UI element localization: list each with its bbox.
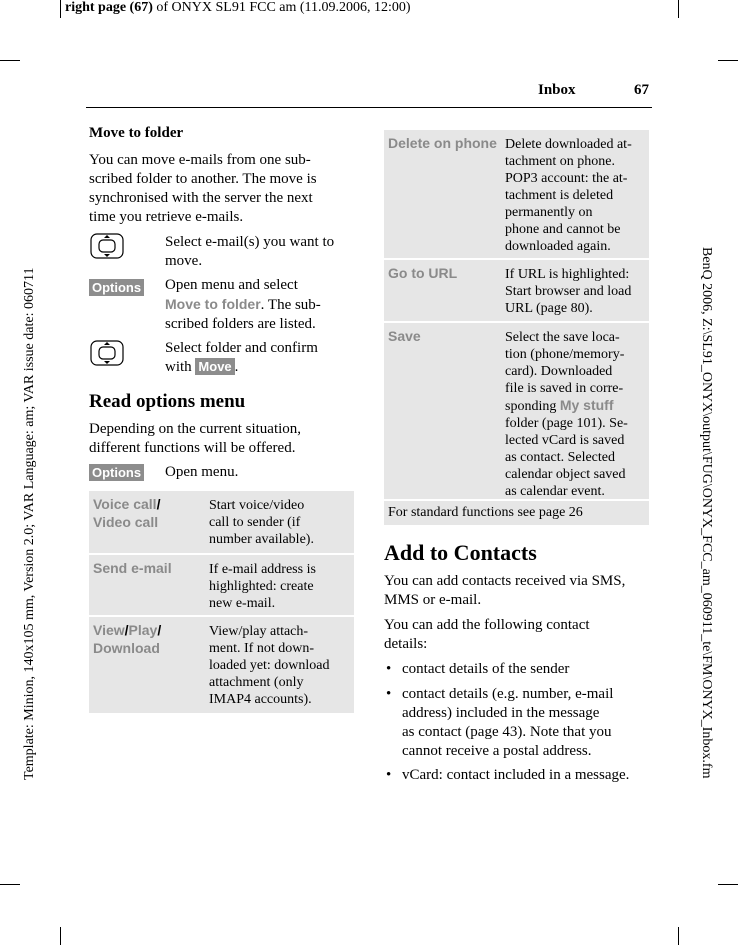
separator: / [157,622,162,638]
text-line: vCard: contact included in a message. [402,767,630,783]
text-line: POP3 account: the at- [505,171,628,186]
table-row [89,491,354,553]
read-options-intro [89,420,301,458]
text-line: . The sub- [260,297,321,313]
page-number: 67 [634,82,649,98]
options-softkey[interactable] [89,279,144,297]
text-line: Delete downloaded at- [505,137,632,152]
text-line: You can add the following contact [384,617,590,633]
options-softkey-label: Options [89,279,144,296]
side-template-info [22,60,36,780]
text-line: loaded yet: download [209,658,330,673]
section-heading-move-to-folder: Move to folder [89,125,184,141]
text-line: URL (page 80). [505,301,593,316]
text-line: different functions will be offered. [89,440,296,456]
step-select-folder [165,339,318,377]
header-rule [86,107,652,108]
bullet-icon: • [386,686,392,702]
crop-mark [678,0,679,18]
text-line: details: [384,636,428,652]
add-contacts-intro [384,572,625,610]
options-softkey-label: Options [89,464,144,481]
standard-functions-text: For standard functions see page 26 [388,505,583,520]
side-template-text: Template: Minion, 140x105 mm, Version 2.0; VAR Language: am; VAR issue date: 060711 [22,267,37,780]
text-line: highlighted: create [209,579,314,594]
text-line: cannot receive a postal address. [402,743,592,759]
crop-mark [60,0,61,18]
list-item [386,766,650,785]
text-line: as calendar event. [505,484,605,499]
print-header [65,0,411,16]
text-line: downloaded again. [505,239,611,254]
option-save[interactable]: Save [388,328,421,344]
text-line: calendar object saved [505,467,626,482]
step-select-emails [165,233,334,271]
text-line: tion (phone/memory- [505,347,625,362]
step-open-menu [165,276,321,334]
text-line: tachment on phone. [505,154,616,169]
text-line: Select e-mail(s) you want to [165,234,335,250]
text-line: . [234,359,239,375]
navigation-key-icon [89,232,125,260]
text-line: with [165,359,196,375]
crop-mark [0,60,20,61]
text-line: contact details (e.g. number, e-mail [402,686,614,702]
text-line: permanently on [505,205,593,220]
table-row [89,617,354,713]
text-line: file is saved in corre- [505,381,624,396]
text-line: Open menu and select [165,277,298,293]
option-description [505,266,631,317]
side-file-path [700,247,714,887]
text-line: contact details of the sender [402,661,570,677]
text-line: MMS or e-mail. [384,592,482,608]
option-video-call[interactable]: Video call [93,514,159,530]
crop-mark [0,884,20,885]
text-line: scribed folders are listed. [165,316,316,332]
list-item [386,685,650,761]
text-line: sponding [505,399,560,414]
page-header-title: Inbox [538,82,576,98]
option-description [505,136,632,255]
print-header-prefix: right page (67) [65,0,153,15]
text-line: tachment is deleted [505,188,614,203]
option-delete-on-phone[interactable]: Delete on phone [388,135,497,151]
text-line: Start voice/video [209,498,305,513]
separator: / [156,496,161,512]
text-line: folder (page 101). Se- [505,416,628,431]
text-line: ment. If not down- [209,641,314,656]
option-download[interactable]: Download [93,640,160,656]
list-item [386,660,650,679]
text-line: You can move e-mails from one sub- [89,152,311,168]
standard-functions-note [384,501,649,525]
table-row [384,130,649,258]
bullet-icon: • [386,767,392,783]
menu-item-move-to-folder[interactable]: Move to folder [165,296,261,312]
option-go-to-url[interactable]: Go to URL [388,265,458,281]
option-view[interactable]: View [93,622,125,638]
text-line: as contact. Selected [505,450,616,465]
crop-mark [60,927,61,945]
text-line: number available). [209,532,314,547]
text-line: address) included in the message [402,705,600,721]
option-label [93,621,205,657]
text-line: call to sender (if [209,515,301,530]
add-contacts-details-intro [384,616,590,654]
text-line: IMAP4 accounts). [209,692,312,707]
table-row [89,555,354,615]
text-line: Start browser and load [505,284,632,299]
text-line: new e-mail. [209,596,276,611]
option-voice-call[interactable]: Voice call [93,496,157,512]
option-description [209,623,330,708]
navigation-key-icon [89,339,125,367]
text-line: You can add contacts received via SMS, [384,573,626,589]
option-description [505,329,628,500]
move-softkey[interactable]: Move [195,358,234,375]
side-file-path-text: BenQ 2006, Z:\SL91_ONYX\output\FUG\ONYX_FCC_am_060911_te\FM\ONYX_Inbox.fm [699,247,714,779]
text-line: time you retrieve e-mails. [89,209,244,225]
crop-mark [718,60,738,61]
text-line: Select folder and confirm [165,340,318,356]
text-line: If URL is highlighted: [505,267,630,282]
option-description [209,561,316,612]
options-softkey[interactable] [89,464,144,482]
text-line: as contact (page 43). Note that you [402,724,612,740]
open-menu-text: Open menu. [165,464,239,480]
my-stuff-menu-name: My stuff [559,397,614,413]
text-line: attachment (only [209,675,304,690]
text-line: If e-mail address is [209,562,316,577]
text-line: View/play attach- [209,624,309,639]
crop-mark [718,884,738,885]
text-line: Depending on the current situation, [89,421,302,437]
table-row [384,323,649,499]
text-line: scribed folder to another. The move is [89,171,317,187]
move-intro [89,151,317,227]
text-line: phone and cannot be [505,222,621,237]
text-line: move. [165,253,203,269]
separator: / [124,622,129,638]
table-row [384,260,649,321]
crop-mark [678,927,679,945]
text-line: synchronised with the server the next [89,190,313,206]
option-description [209,497,314,548]
text-line: card). Downloaded [505,364,613,379]
option-send-email[interactable]: Send e-mail [93,560,172,576]
print-header-suffix: of ONYX SL91 FCC am (11.09.2006, 12:00) [156,0,411,15]
text-line: lected vCard is saved [505,433,625,448]
option-play[interactable]: Play [128,622,158,638]
option-label [93,495,205,531]
section-heading-read-options: Read options menu [89,391,246,412]
bullet-icon: • [386,661,392,677]
section-heading-add-to-contacts: Add to Contacts [384,540,537,565]
text-line: Select the save loca- [505,330,620,345]
